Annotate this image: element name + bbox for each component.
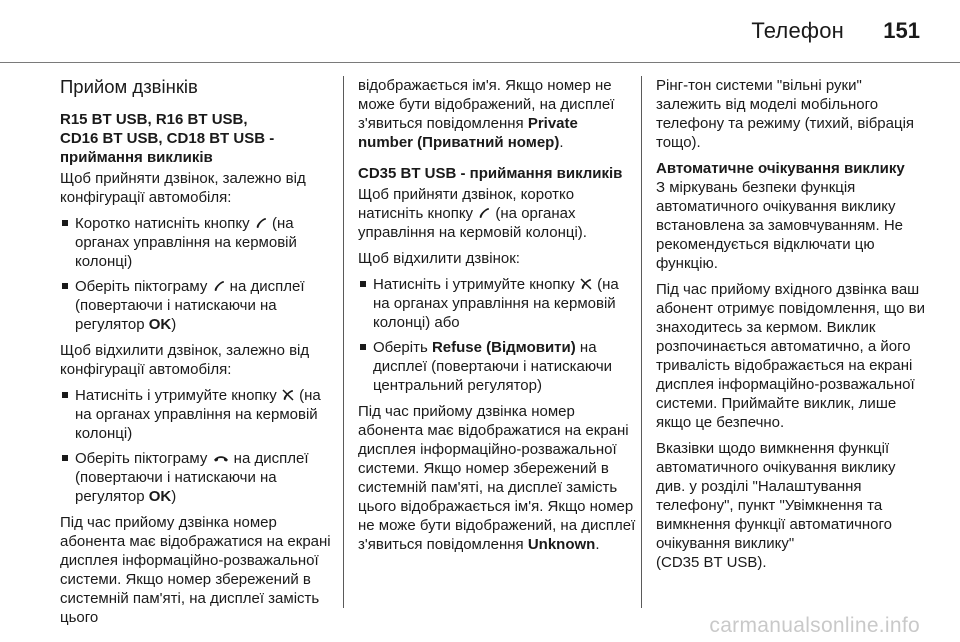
phone-reject-icon: [282, 389, 294, 401]
column-3: [656, 76, 928, 579]
list-item: Коротко натисніть кнопку (на органах управління на кермовій колонці): [60, 214, 335, 271]
paragraph-reject-intro: Щоб відхилити дзвінок, залежно від конфігурації автомобіля:: [60, 342, 310, 378]
column-divider-1: [343, 76, 344, 608]
list-item: Оберіть піктограму на дисплеї (повертаючи і натискаючи на регулятор OK): [60, 449, 335, 506]
phone-answer-icon: [478, 207, 490, 219]
paragraph-caller-id-cont: відображається ім'я. Якщо номер не може бути відображений, на дисплеї з'явиться повідомлення Private number (Приватний номер).: [358, 77, 615, 151]
column-1: [60, 76, 335, 634]
subheading-line-1: R15 BT USB, R16 BT USB,: [60, 111, 248, 128]
paragraph-auto-hold-disable: Вказівки щодо вимкнення функції автоматичного очікування виклику див. у розділі "Налаштування телефону", пункт "Увімкнення та вимкнення функції автоматичного очікування виклику": [656, 440, 896, 552]
watermark: carmanualsonline.info: [709, 614, 920, 637]
subheading-cd35: CD35 BT USB - приймання викликів: [358, 165, 623, 182]
header-rule: [0, 62, 960, 63]
subheading-line-2: CD16 BT USB, CD18 BT USB -: [60, 130, 275, 147]
column-divider-2: [641, 76, 642, 608]
page-header: [0, 0, 960, 60]
paragraph-accept-intro: Щоб прийняти дзвінок, залежно від конфігурації автомобіля:: [60, 170, 306, 206]
paragraph-auto-hold-behaviour: Під час прийому вхідного дзвінка ваш абонент отримує повідомлення, що ви знаходитесь за кермом. Виклик розпочинається автоматично, а його тривалість відображається на екрані дисплея інформаційно-розважальної системи. Приймайте виклик, лише якщо це безпечно.: [656, 281, 925, 431]
hang-up-icon: [213, 452, 229, 464]
subheading-auto-hold: Автоматичне очікування виклику: [656, 160, 905, 177]
paragraph-cd35-reject-intro: Щоб відхилити дзвінок:: [358, 250, 520, 267]
paragraph-cd35-accept: Щоб прийняти дзвінок, коротко натисніть кнопку (на органах управління на кермовій колонці).: [358, 186, 587, 241]
list-item: Оберіть Refuse (Відмовити) на дисплеї (повертаючи і натискаючи центральний регулятор): [358, 338, 636, 395]
accept-list: [60, 214, 335, 334]
list-item: Натисніть і утримуйте кнопку (на на органах управління на кермовій колонці) або: [358, 275, 636, 332]
chapter-title: Телефон: [751, 18, 844, 43]
paragraph-caller-id: Під час прийому дзвінка номер абонента має відображатися на екрані дисплея інформаційно-розважальної системи. Якщо номер збережений в системній пам'яті, на дисплеї замість цього: [60, 514, 331, 626]
cd35-reject-list: [358, 275, 636, 395]
list-item: Оберіть піктограму на дисплеї (повертаючи і натискаючи на регулятор OK): [60, 277, 335, 334]
column-2: [358, 76, 636, 561]
paragraph-cd35-caller-id: Під час прийому дзвінка номер абонента має відображатися на екрані дисплея інформаційно-розважальної системи. Якщо номер збережений в системній пам'яті, на дисплеї замість цього відображається ім'я. Якщо номер не може бути відображений, на дисплеї з'явиться повідомлення Unknown.: [358, 403, 636, 553]
page-number: 151: [883, 18, 920, 43]
paragraph-auto-hold-default: З міркувань безпеки функція автоматичного очікування виклику встановлена за замовчуванням. Не рекомендується відключати цю функцію.: [656, 179, 904, 272]
paragraph-model-note: (CD35 BT USB).: [656, 554, 767, 571]
phone-answer-icon: [213, 280, 225, 292]
paragraph-ringtone: Рінг-тон системи "вільні руки" залежить від моделі мобільного телефону та режиму (тихий, вібрація тощо).: [656, 77, 915, 151]
phone-reject-icon: [580, 278, 592, 290]
subheading-line-3: приймання викликів: [60, 149, 213, 166]
list-item: Натисніть і утримуйте кнопку (на на органах управління на кермовій колонці): [60, 386, 335, 443]
reject-list: [60, 386, 335, 506]
phone-answer-icon: [255, 217, 267, 229]
section-heading: Прийом дзвінків: [60, 76, 198, 97]
